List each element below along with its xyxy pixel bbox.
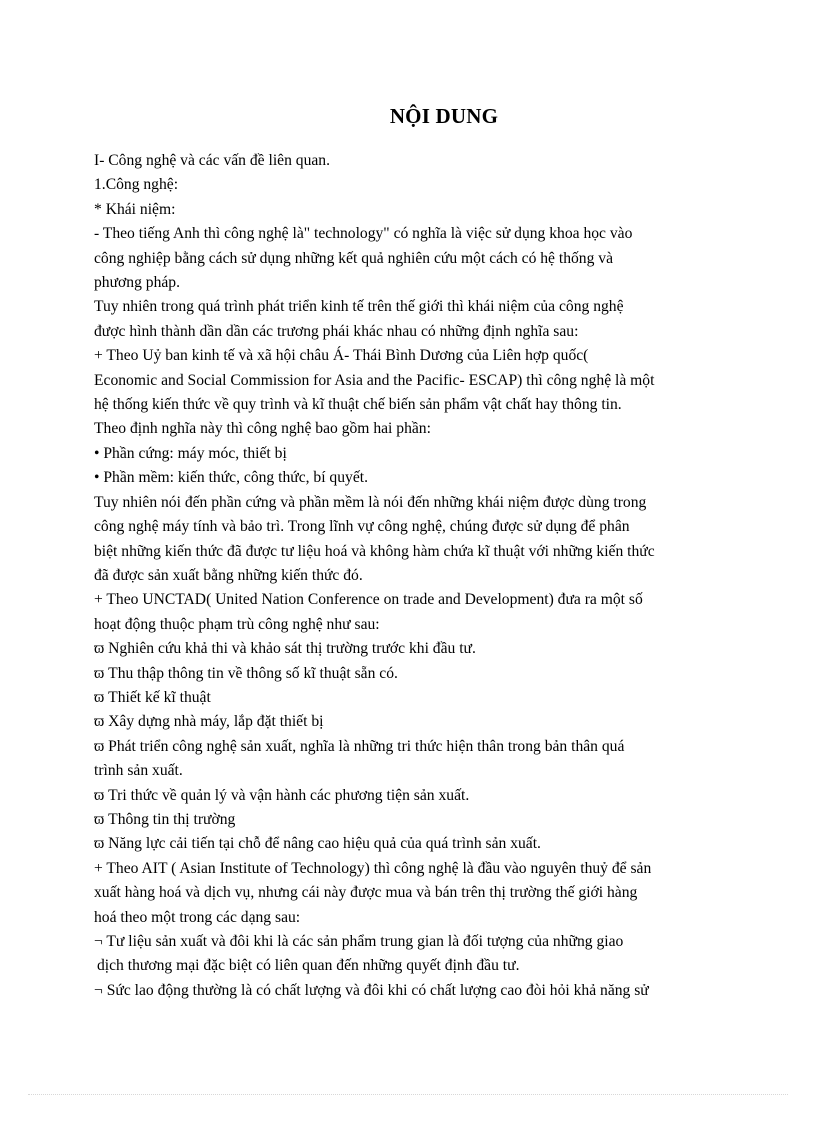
list-item: ϖ Nghiên cứu khả thi và khảo sát thị trường trước khi đầu tư. [94, 640, 476, 658]
text-line: Tuy nhiên nói đến phần cứng và phần mềm là nói đến những khái niệm được dùng trong [94, 493, 647, 511]
text-line: đã được sản xuất bằng những kiến thức đó. [94, 566, 363, 584]
list-item: ϖ Xây dựng nhà máy, lắp đặt thiết bị [94, 713, 324, 731]
list-item: ϖ Thu thập thông tin về thông số kĩ thuật sẵn có. [94, 664, 398, 682]
list-item: ¬ Sức lao động thường là có chất lượng và đôi khi có chất lượng cao đòi hỏi khả năng sử [94, 981, 649, 999]
list-item: ϖ Thông tin thị trường [94, 810, 236, 828]
section-heading: I- Công nghệ và các vấn đề liên quan. [94, 152, 330, 169]
text-line: xuất hàng hoá và dịch vụ, nhưng cái này được mua và bán trên thị trường thế giới hàng [94, 884, 638, 902]
list-item: ϖ Tri thức về quản lý và vận hành các phương tiện sản xuất. [94, 786, 470, 804]
text-line: Economic and Social Commission for Asia and the Pacific- ESCAP) thì công nghệ là một [94, 371, 655, 389]
text-line: hoạt động thuộc phạm trù công nghệ như sau: [94, 615, 380, 633]
text-line: được hình thành dần dần các trương phái khác nhau có những định nghĩa sau: [94, 322, 579, 340]
list-item: ϖ Thiết kế kĩ thuật [94, 688, 211, 706]
text-line: công nghệ máy tính và bảo trì. Trong lĩnh vự công nghệ, chúng được sử dụng để phân [94, 518, 630, 536]
text-line: hoá theo một trong các dạng sau: [94, 908, 301, 926]
subsection-heading: 1.Công nghệ: [94, 176, 179, 194]
text-line: + Theo Uỷ ban kinh tế và xã hội châu Á- Thái Bình Dương của Liên hợp quốc( [94, 347, 589, 365]
text-line: Tuy nhiên trong quá trình phát triển kinh tế trên thế giới thì khái niệm của công nghệ [94, 298, 624, 316]
text-line: biệt những kiến thức đã được tư liệu hoá và không hàm chứa kĩ thuật với những kiến thức [94, 542, 655, 560]
text-line: Theo định nghĩa này thì công nghệ bao gồm hai phần: [94, 420, 431, 438]
page-footer-divider [28, 1094, 788, 1095]
bullet-item: • Phần cứng: máy móc, thiết bị [94, 444, 287, 462]
text-line: phương pháp. [94, 274, 180, 292]
text-line: công nghiệp bằng cách sử dụng những kết quả nghiên cứu một cách có hệ thống và [94, 249, 614, 267]
page-title: NỘI DUNG [389, 104, 499, 128]
text-line: + Theo UNCTAD( United Nation Conference on trade and Development) đưa ra một số [94, 591, 643, 609]
text-line: hệ thống kiến thức về quy trình và kĩ thuật chế biến sản phẩm vật chất hay thông tin. [94, 396, 622, 414]
text-line: dịch thương mại đặc biệt có liên quan đến những quyết định đầu tư. [97, 957, 520, 975]
document-body [94, 149, 734, 1003]
concept-heading: * Khái niệm: [94, 200, 176, 218]
list-item: ϖ Năng lực cải tiến tại chỗ để nâng cao hiệu quả của quá trình sản xuất. [94, 835, 541, 853]
list-item: ϖ Phát triển công nghệ sản xuất, nghĩa là những tri thức hiện thân trong bản thân quá [94, 737, 625, 755]
text-line: trình sản xuất. [94, 762, 183, 780]
list-item: ¬ Tư liệu sản xuất và đôi khi là các sản phẩm trung gian là đối tượng của những giao [94, 933, 624, 950]
text-line: + Theo AIT ( Asian Institute of Technology) thì công nghệ là đầu vào nguyên thuỷ để sản [94, 859, 652, 877]
bullet-item: • Phần mềm: kiến thức, công thức, bí quyết. [94, 469, 368, 487]
text-line: - Theo tiếng Anh thì công nghệ là" technology" có nghĩa là việc sử dụng khoa học vào [94, 225, 633, 243]
